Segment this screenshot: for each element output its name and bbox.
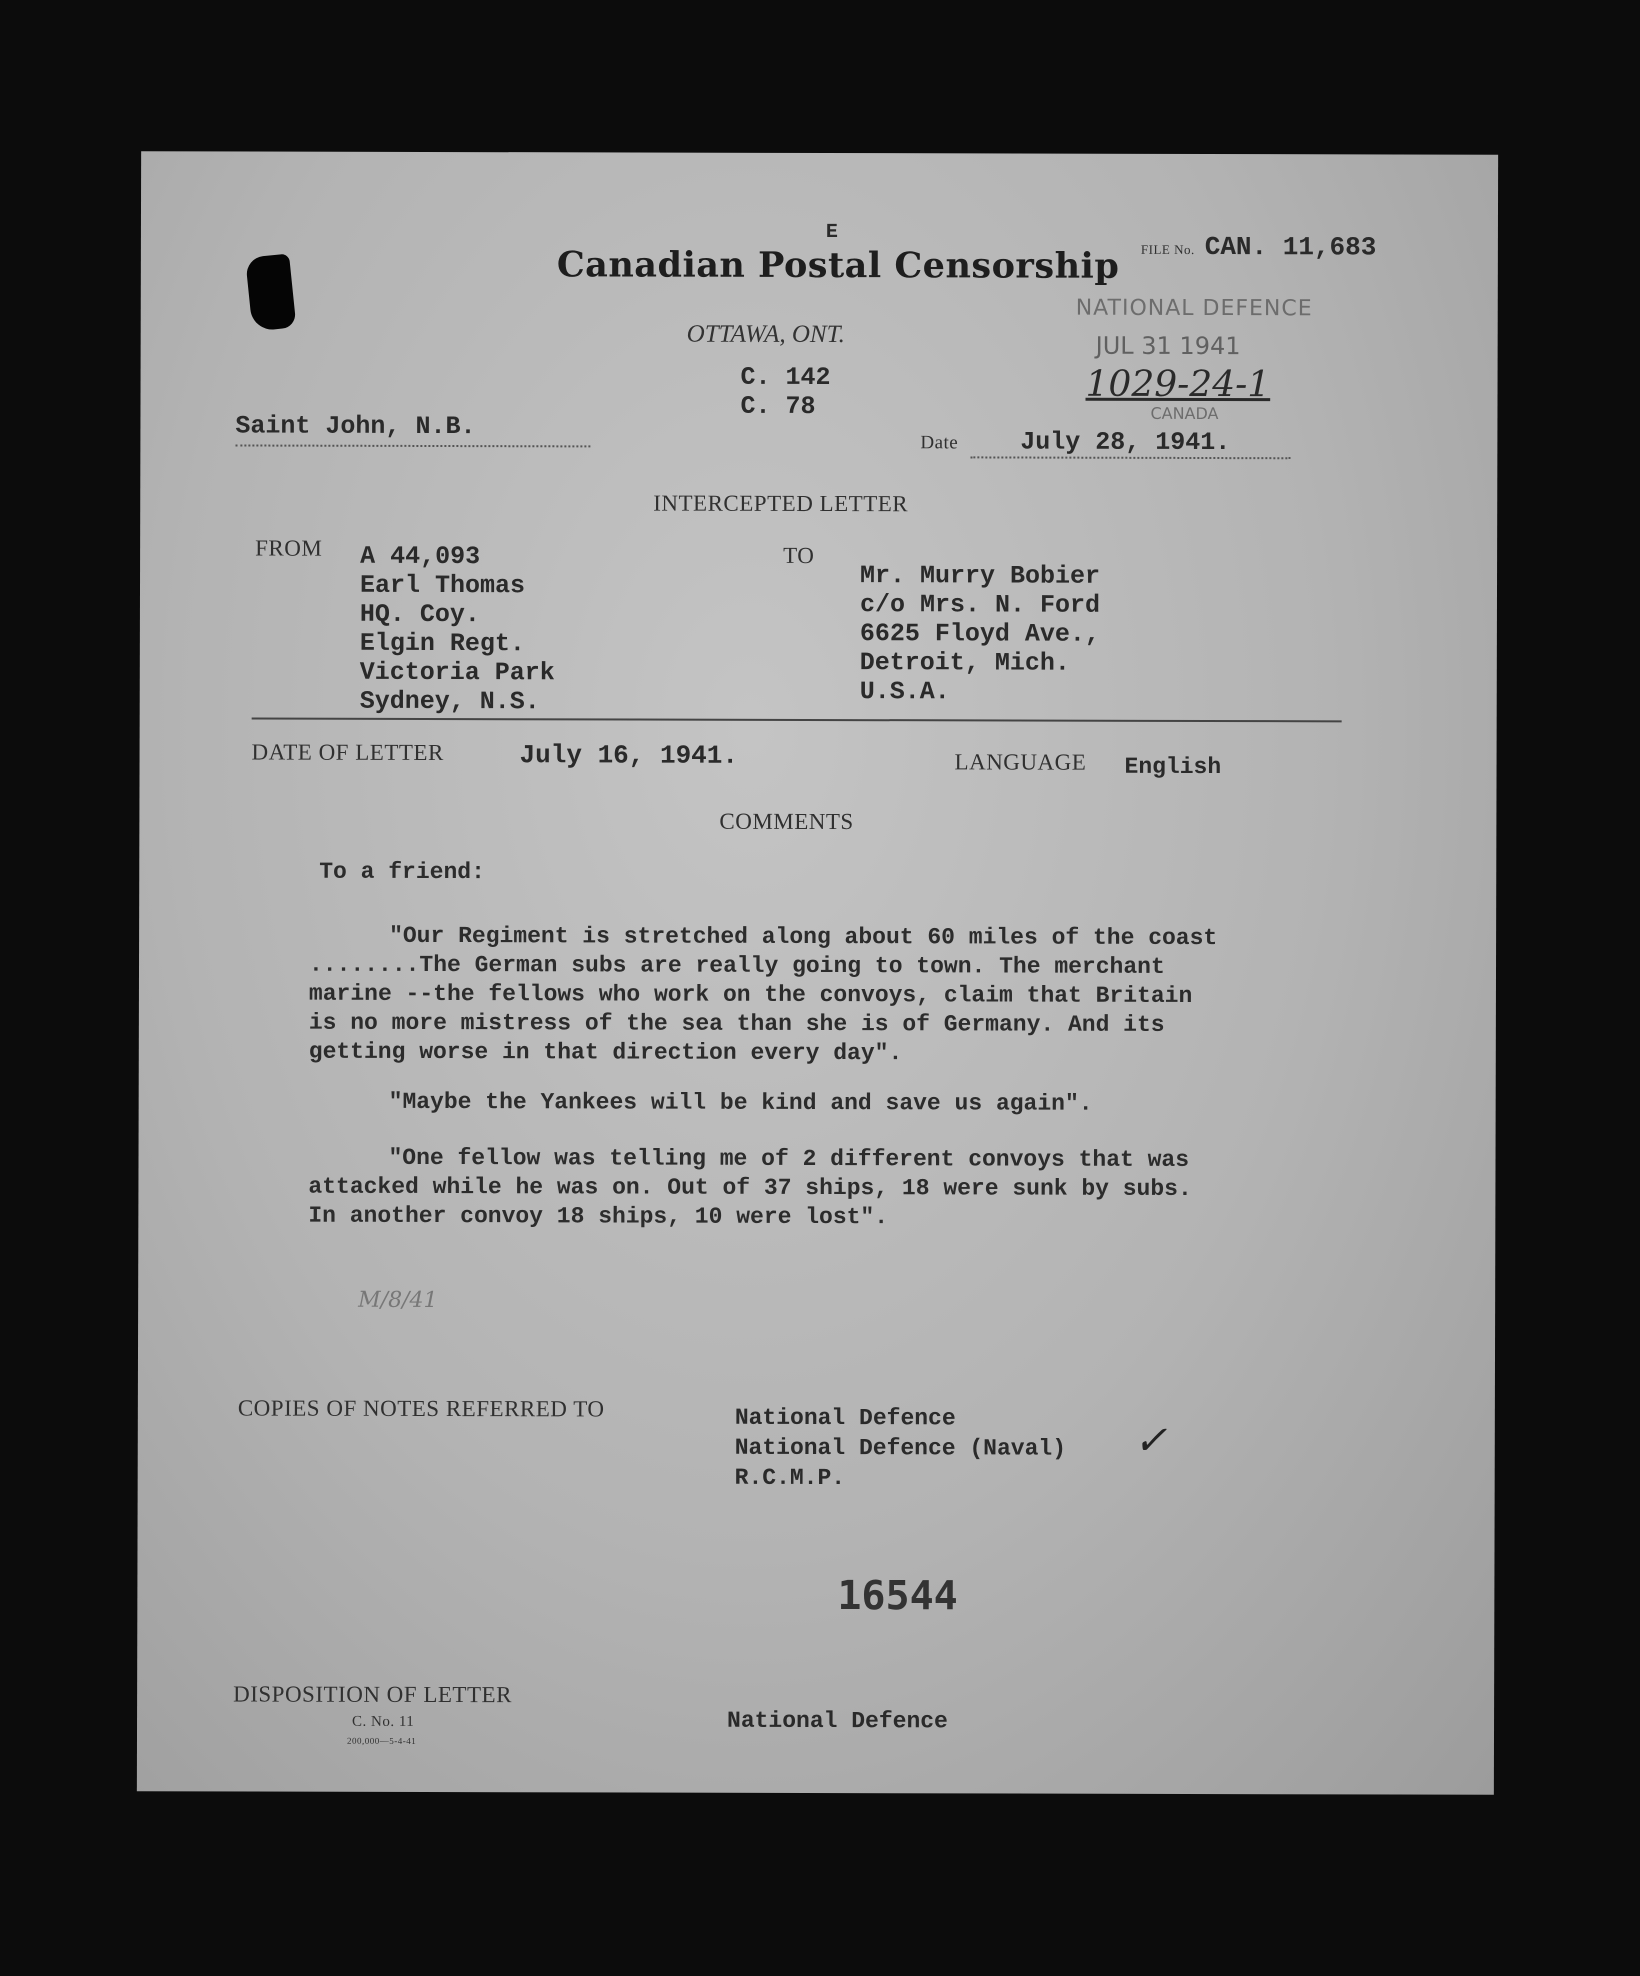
check-mark: ✓: [1133, 1417, 1168, 1464]
from-label: FROM: [255, 535, 323, 561]
comment-line: getting worse in that direction every day".: [308, 1038, 903, 1067]
file-no-label: FILE No.: [1140, 241, 1195, 257]
originating-office: Saint John, N.B.: [235, 411, 590, 447]
censor-code: C. 78: [740, 391, 816, 421]
document-title: Canadian Postal Censorship: [556, 244, 1120, 287]
date-label: Date: [920, 432, 959, 454]
stamp-file-number: 1029-24-1: [1085, 363, 1271, 406]
recipient-line: U.S.A.: [859, 677, 950, 707]
file-number-block: [1141, 232, 1377, 263]
divider-rule: [252, 718, 1342, 723]
copies-item: National Defence: [734, 1404, 956, 1432]
stamp-header: NATIONAL DEFENCE: [1075, 295, 1313, 322]
recipient-line: 6625 Floyd Ave.,: [859, 619, 1100, 649]
recipient-line: Detroit, Mich.: [859, 648, 1070, 678]
stamp-footer: CANADA: [1150, 403, 1219, 424]
copies-item: R.C.M.P.: [734, 1464, 846, 1492]
copies-label: COPIES OF NOTES REFERRED TO: [237, 1395, 605, 1422]
comment-line: ........The German subs are really going to town. The merchant: [308, 951, 1165, 980]
section-title: INTERCEPTED LETTER: [653, 490, 909, 517]
comment-line: attacked while he was on. Out of 37 ships, 18 were sunk by subs.: [308, 1173, 1192, 1202]
sender-line: Sydney, N.S.: [359, 686, 540, 717]
recipient-line: Mr. Murry Bobier: [860, 561, 1101, 591]
to-label: TO: [783, 542, 815, 568]
sender-line: Earl Thomas: [359, 570, 526, 601]
comment-paragraph: [309, 922, 1218, 1069]
comment-paragraph: "Maybe the Yankees will be kind and save us again".: [388, 1088, 1093, 1117]
sender-address: [360, 542, 556, 717]
language-label: LANGUAGE: [954, 749, 1087, 775]
sender-line: Victoria Park: [359, 657, 555, 688]
language: English: [1124, 753, 1222, 781]
comment-line: "Our Regiment is stretched along about 60 miles of the coast: [389, 922, 1218, 952]
salutation: To a friend:: [319, 858, 485, 886]
copies-list: [735, 1403, 1067, 1494]
ink-blot: [245, 254, 296, 332]
comment-line: In another convoy 18 ships, 10 were lost".: [308, 1202, 889, 1231]
stamp-date: JUL 31 1941: [1095, 331, 1241, 361]
handwritten-initials: M/8/41: [358, 1287, 438, 1314]
document-page: [137, 151, 1498, 1795]
censor-code: C. 142: [740, 362, 831, 393]
sender-line: Elgin Regt.: [359, 628, 525, 659]
serial-number: 16544: [837, 1573, 958, 1620]
comments-label: COMMENTS: [719, 808, 854, 835]
sender-line: A 44,093: [360, 541, 481, 572]
censor-codes: [740, 363, 830, 421]
disposition-value: National Defence: [727, 1707, 948, 1735]
file-number: CAN. 11,683: [1204, 232, 1377, 263]
censor-date: July 28, 1941.: [970, 427, 1290, 459]
date-block: [920, 427, 1290, 457]
location: OTTAWA, ONT.: [686, 320, 845, 349]
comment-line: marine --the fellows who work on the convoys, claim that Britain: [308, 980, 1193, 1009]
date-of-letter: July 16, 1941.: [519, 740, 739, 771]
date-of-letter-label: DATE OF LETTER: [251, 739, 444, 766]
comment-paragraph: [308, 1144, 1192, 1233]
sender-line: HQ. Coy.: [359, 599, 481, 630]
comment-line: "One fellow was telling me of 2 different convoys that was: [388, 1144, 1190, 1173]
comment-line: is no more mistress of the sea than she is of Germany. And its: [308, 1009, 1165, 1038]
print-code: 200,000—5-4-41: [346, 1735, 417, 1746]
form-number: C. No. 11: [352, 1713, 415, 1730]
disposition-label: DISPOSITION OF LETTER: [233, 1681, 512, 1708]
recipient-line: c/o Mrs. N. Ford: [859, 590, 1101, 620]
copies-item: National Defence (Naval): [734, 1434, 1067, 1462]
letter-code: E: [825, 221, 838, 245]
recipient-address: [860, 561, 1100, 707]
